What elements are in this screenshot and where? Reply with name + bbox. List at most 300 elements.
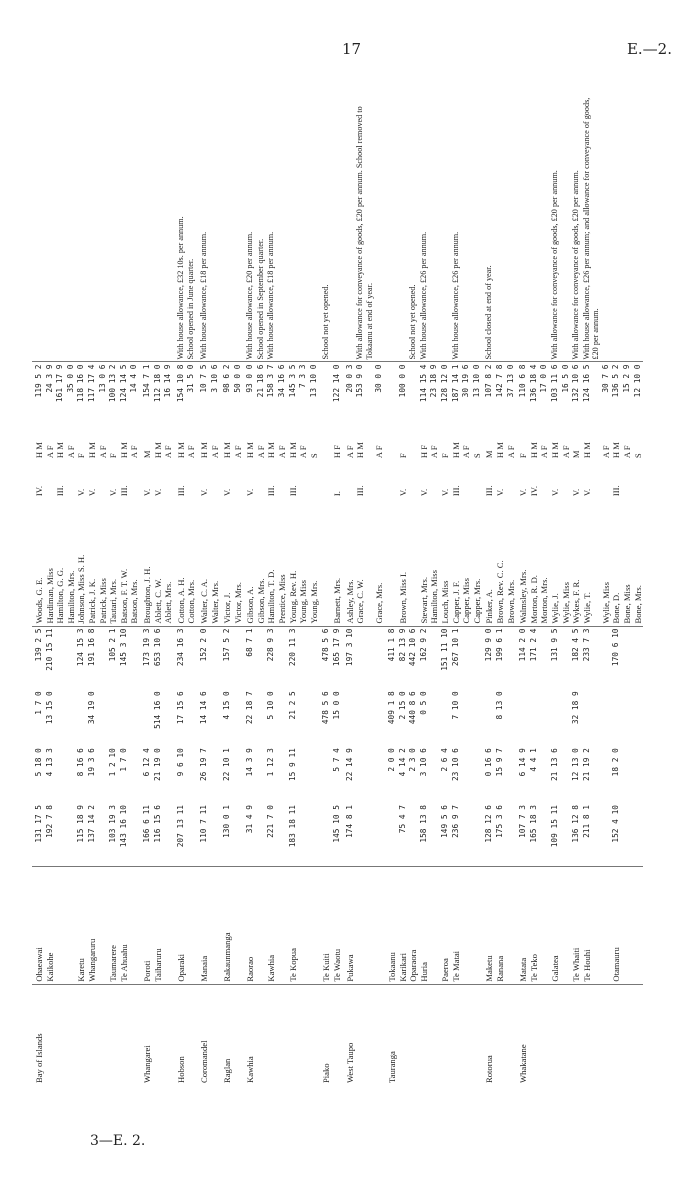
- books-cell: [374, 746, 385, 803]
- remarks-cell: With allowance for conveyance of goods, £20 per annum.: [571, 170, 581, 360]
- buildings-cell: [561, 689, 572, 746]
- buildings-cell: [633, 689, 644, 746]
- county-cell: [398, 984, 409, 1085]
- salary-cell: 98 6 2: [220, 362, 233, 425]
- buildings-cell: 1 7 0: [34, 691, 43, 715]
- remarks-cell: [233, 85, 244, 362]
- maintenance-cell: [256, 803, 267, 866]
- class-cell: [539, 460, 550, 498]
- salary-cell: 14 4 0: [129, 362, 140, 425]
- school-cell: Te Teko: [529, 866, 540, 984]
- total-cell: 152 2 0: [197, 626, 210, 689]
- class-cell: [385, 460, 398, 498]
- maintenance-cell: [163, 803, 174, 866]
- salary-cell: 124 16 5: [582, 362, 601, 425]
- county-cell: [374, 984, 385, 1085]
- books-cell: 2 3 0: [408, 748, 418, 772]
- position-cell: A F: [429, 445, 440, 459]
- total-cell: 228 9 3: [266, 626, 277, 689]
- remarks-cell: [506, 85, 517, 362]
- books-cell: [256, 746, 267, 803]
- class-cell: [622, 460, 633, 498]
- remarks-cell: [153, 85, 164, 362]
- maintenance-cell: 207 13 11: [175, 805, 185, 848]
- county-cell: [582, 984, 601, 1085]
- maintenance-cell: 107 7 3: [518, 805, 528, 838]
- teacher-cell: Wylie, Miss: [560, 582, 571, 624]
- school-cell: Rakaunmanga: [220, 866, 233, 984]
- county-cell: [186, 984, 197, 1085]
- buildings-cell: 15 0 0: [332, 691, 342, 720]
- maintenance-cell: [561, 803, 572, 866]
- maintenance-cell: 166 6 11: [141, 805, 151, 843]
- teacher-cell: Young, Miss: [298, 579, 309, 624]
- teacher-cell: Young, Rev. H.: [287, 570, 298, 624]
- remarks-cell: With house allowance, £26 per annum.: [418, 231, 428, 360]
- books-cell: [601, 746, 612, 803]
- position-cell: F: [518, 453, 529, 459]
- position-cell: A F: [622, 445, 633, 459]
- buildings-cell: [622, 689, 633, 746]
- salary-cell: 20 0 3: [343, 362, 356, 425]
- maintenance-cell: 130 0 1: [222, 805, 232, 838]
- remarks-cell: With house allowance, £26 per annum; and allowance for conveyance of goods, £20 per annum.: [581, 97, 601, 360]
- total-cell: [622, 626, 633, 689]
- salary-cell: 30 0 0: [374, 362, 385, 425]
- salary-cell: 13 10 0: [309, 362, 320, 425]
- books-cell: [319, 746, 332, 803]
- teacher-cell: [385, 498, 398, 626]
- total-cell: [163, 626, 174, 689]
- class-cell: V.: [108, 488, 119, 497]
- buildings-cell: 8 13 0: [494, 691, 504, 720]
- maintenance-cell: [298, 803, 309, 866]
- position-cell: H M: [450, 442, 461, 459]
- remarks-cell: [108, 85, 119, 362]
- class-cell: V.: [418, 488, 429, 497]
- maintenance-cell: [277, 803, 288, 866]
- class-cell: III.: [611, 485, 622, 497]
- county-cell: [256, 984, 267, 1085]
- teacher-cell: Batson, Mrs.: [129, 579, 140, 624]
- class-cell: III.: [355, 485, 366, 497]
- books-cell: [210, 746, 221, 803]
- books-cell: 23 10 6: [450, 748, 460, 782]
- table-row: [472, 85, 483, 1085]
- table-row: [374, 85, 385, 1085]
- teacher-cell: Morton, R. D.: [528, 575, 539, 624]
- teacher-cell: Barnett, Mrs.: [332, 577, 343, 624]
- buildings-cell: [582, 689, 601, 746]
- maintenance-cell: [355, 803, 374, 866]
- class-cell: [186, 460, 197, 498]
- remarks-cell: [374, 85, 385, 362]
- remarks-cell: [429, 85, 440, 362]
- class-cell: III.: [175, 485, 186, 497]
- total-cell: [55, 626, 66, 689]
- salary-cell: 16 5 0: [561, 362, 572, 425]
- teacher-cell: Capper, Mrs.: [471, 578, 482, 624]
- remarks-cell: With house allowance, £18 per annum.: [266, 231, 276, 360]
- county-cell: [506, 984, 517, 1085]
- maintenance-cell: [539, 803, 550, 866]
- county-cell: [451, 984, 462, 1085]
- teacher-cell: Walter, C. A.: [198, 578, 209, 624]
- buildings-cell: [374, 689, 385, 746]
- total-cell: 105 2 1: [108, 626, 119, 689]
- books-cell: 21 19 0: [152, 748, 162, 782]
- remarks-cell: [385, 85, 398, 362]
- books-cell: 19 3 6: [86, 748, 96, 777]
- remarks-cell: [298, 85, 309, 362]
- class-cell: IV.: [34, 485, 44, 497]
- teacher-cell: Hardiman, Miss: [44, 568, 55, 624]
- remarks-cell: [66, 85, 77, 362]
- maintenance-cell: 115 18 9: [76, 805, 86, 843]
- buildings-cell: [482, 689, 495, 746]
- position-cell: M: [141, 450, 152, 459]
- table-row: [45, 85, 56, 1085]
- buildings-cell: [309, 689, 320, 746]
- books-cell: 15 9 7: [494, 748, 504, 777]
- books-cell: 22 14 9: [344, 748, 354, 782]
- maintenance-cell: 31 4 9: [245, 805, 255, 834]
- buildings-cell: [355, 689, 374, 746]
- books-cell: 26 19 7: [198, 748, 208, 782]
- teacher-cell: Patrick, Miss: [97, 578, 108, 624]
- school-cell: [561, 866, 572, 984]
- remarks-cell: [45, 85, 56, 362]
- table-row: [582, 85, 601, 1085]
- remarks-cell: With allowance for conveyance of goods, £20 per annum.: [549, 170, 559, 360]
- remarks-cell: With house allowance, £20 per annum.: [245, 231, 255, 360]
- remarks-cell: [288, 85, 299, 362]
- table-row: [76, 85, 87, 1085]
- salary-cell: 153 9 0: [355, 362, 374, 425]
- books-cell: [472, 746, 483, 803]
- remarks-cell: [163, 85, 174, 362]
- teacher-cell: Hamilton, T. D.: [266, 569, 277, 624]
- school-cell: [539, 866, 550, 984]
- salary-cell: 142 7 8: [495, 362, 506, 425]
- table-row: [408, 85, 419, 1085]
- class-cell: V.: [86, 488, 97, 497]
- books-cell: [55, 746, 66, 803]
- table-row: [633, 85, 644, 1085]
- buildings-cell: [516, 689, 529, 746]
- salary-cell: 15 2 9: [622, 362, 633, 425]
- position-cell: H M: [494, 442, 505, 459]
- maintenance-cell: [385, 803, 398, 866]
- remarks-cell: School opened in September quarter.: [255, 238, 265, 360]
- salary-cell: 154 7 1: [140, 362, 153, 425]
- books-cell: 21 13 6: [549, 748, 559, 782]
- books-cell: [561, 746, 572, 803]
- teacher-cell: Capper, J. F.: [450, 580, 461, 624]
- salary-cell: 100 0 0: [398, 362, 409, 425]
- maintenance-cell: [429, 803, 440, 866]
- remarks-cell: [140, 85, 153, 362]
- table-row: [288, 85, 299, 1085]
- county-cell: [66, 984, 77, 1085]
- remarks-cell: School closed at end of year.: [484, 265, 494, 360]
- county-cell: Hobson: [174, 984, 187, 1085]
- school-cell: [355, 866, 374, 984]
- position-cell: S: [632, 453, 643, 459]
- salary-cell: 93 0 0: [243, 362, 256, 425]
- table-row: [220, 85, 233, 1085]
- books-cell: [66, 746, 77, 803]
- county-cell: [210, 984, 221, 1085]
- salary-cell: 103 11 6: [550, 362, 561, 425]
- county-cell: [539, 984, 550, 1085]
- school-cell: Poroti: [140, 866, 153, 984]
- salary-cell: 158 3 7: [266, 362, 277, 425]
- total-cell: 157 5 2: [220, 626, 233, 689]
- maintenance-cell: [461, 803, 472, 866]
- maintenance-cell: 103 19 3: [108, 805, 118, 843]
- total-cell: [186, 626, 197, 689]
- maintenance-cell: [374, 803, 385, 866]
- teacher-cell: Louch, Miss: [439, 580, 450, 624]
- salary-cell: 122 14 0: [332, 362, 343, 425]
- table-row: [482, 85, 495, 1085]
- buildings-cell: [472, 689, 483, 746]
- position-cell: A F: [298, 445, 309, 459]
- county-cell: [355, 984, 374, 1085]
- county-cell: [332, 984, 343, 1085]
- school-cell: [633, 866, 644, 984]
- maintenance-cell: 137 14 2: [86, 805, 96, 843]
- teacher-cell: Wylie, Miss: [600, 582, 611, 624]
- remarks-cell: [529, 85, 540, 362]
- total-cell: [633, 626, 644, 689]
- class-cell: IV.: [528, 485, 539, 497]
- buildings-cell: [506, 689, 517, 746]
- county-cell: [419, 984, 430, 1085]
- position-cell: A F: [255, 445, 266, 459]
- school-cell: Te Kuiti: [319, 866, 332, 984]
- buildings-cell: [210, 689, 221, 746]
- total-cell: [355, 626, 374, 689]
- table-row: [266, 85, 277, 1085]
- teacher-cell: Broughton, J. H.: [141, 566, 152, 624]
- county-cell: Kawhia: [243, 984, 256, 1085]
- county-cell: [87, 984, 98, 1085]
- school-cell: [309, 866, 320, 984]
- total-cell: 170 6 10: [611, 626, 622, 689]
- books-cell: 6 14 9: [518, 748, 528, 777]
- class-cell: [277, 460, 288, 498]
- class-cell: [561, 460, 572, 498]
- books-cell: 2 0 0: [387, 748, 396, 772]
- buildings-cell: [233, 689, 244, 746]
- teacher-cell: Brown, Mrs.: [505, 579, 516, 624]
- buildings-cell: [539, 689, 550, 746]
- teacher-cell: Bone, D.: [611, 592, 622, 624]
- teacher-cell: Grace, Mrs.: [374, 582, 385, 624]
- class-cell: V.: [439, 488, 450, 497]
- position-cell: A F: [277, 445, 288, 459]
- buildings-cell: 5 10 0: [266, 691, 276, 720]
- county-cell: [163, 984, 174, 1085]
- position-cell: M: [571, 450, 582, 459]
- document-reference: E.—2.: [626, 40, 672, 58]
- books-cell: 14 3 9: [245, 748, 255, 777]
- teacher-cell: Ablett, Mrs.: [163, 581, 174, 624]
- total-cell: [256, 626, 267, 689]
- position-cell: H M: [175, 442, 186, 459]
- table-row: [429, 85, 440, 1085]
- buildings-cell: [66, 689, 77, 746]
- books-cell: [298, 746, 309, 803]
- maintenance-cell: 175 3 6: [494, 805, 504, 838]
- county-cell: [55, 984, 66, 1085]
- salary-cell: 161 17 9: [55, 362, 66, 425]
- salary-cell: 7 3 3: [298, 362, 309, 425]
- maintenance-cell: [309, 803, 320, 866]
- buildings-cell: [461, 689, 472, 746]
- county-cell: [153, 984, 164, 1085]
- county-cell: [309, 984, 320, 1085]
- table-row: [601, 85, 612, 1085]
- books-cell: 2 6 4: [439, 748, 449, 772]
- total-cell: [429, 626, 440, 689]
- school-cell: [506, 866, 517, 984]
- class-cell: [506, 460, 517, 498]
- maintenance-cell: 143 16 10: [118, 805, 128, 848]
- class-cell: V.: [494, 488, 505, 497]
- county-cell: [440, 984, 451, 1085]
- total-cell: 151 11 10: [440, 626, 451, 689]
- teacher-cell: Capper, Miss: [461, 578, 472, 624]
- books-cell: 4 13 3: [44, 748, 54, 777]
- books-cell: [277, 746, 288, 803]
- county-cell: [622, 984, 633, 1085]
- books-cell: [186, 746, 197, 803]
- class-cell: V.: [76, 488, 87, 497]
- teacher-cell: Ashley, Mrs.: [344, 579, 355, 624]
- salary-cell: 13 10 0: [472, 362, 483, 425]
- position-cell: H M: [55, 442, 66, 459]
- county-cell: [129, 984, 140, 1085]
- buildings-cell: 21 2 5: [287, 691, 297, 720]
- total-cell: 220 11 3: [288, 626, 299, 689]
- remarks-cell: [220, 85, 233, 362]
- teacher-cell: Ablett, C. W.: [152, 578, 163, 624]
- county-cell: Piako: [319, 984, 332, 1085]
- total-cell: [309, 626, 320, 689]
- salary-cell: 107 8 2: [482, 362, 495, 425]
- county-cell: [277, 984, 288, 1085]
- position-cell: A F: [539, 445, 550, 459]
- class-cell: [343, 460, 356, 498]
- table-row: [108, 85, 119, 1085]
- table-row: [140, 85, 153, 1085]
- class-cell: [256, 460, 267, 498]
- table-row: [611, 85, 622, 1085]
- class-cell: V.: [518, 488, 529, 497]
- books-cell: [633, 746, 644, 803]
- remarks-cell: [539, 85, 550, 362]
- remarks-cell: [343, 85, 356, 362]
- books-cell: [309, 746, 320, 803]
- county-cell: Whangarei: [140, 984, 153, 1085]
- total-cell: 442 10 6: [408, 626, 419, 689]
- maintenance-cell: 131 17 5: [34, 805, 43, 843]
- salary-cell: 124 14 5: [119, 362, 130, 425]
- maintenance-cell: 158 13 8: [418, 805, 428, 843]
- county-cell: [633, 984, 644, 1085]
- school-cell: Otamauru: [611, 866, 622, 984]
- position-cell: H F: [332, 445, 343, 459]
- teacher-cell: Hamilton, G. G.: [55, 567, 66, 624]
- salary-cell: 136 18 4: [529, 362, 540, 425]
- table-row: [398, 85, 409, 1085]
- salary-cell: 30 7 6: [601, 362, 612, 425]
- salary-cell: 23 18 9: [429, 362, 440, 425]
- position-cell: A F: [560, 445, 571, 459]
- county-cell: [571, 984, 582, 1085]
- position-cell: F: [397, 453, 408, 459]
- position-cell: F: [76, 453, 87, 459]
- books-cell: 18 2 0: [611, 748, 621, 777]
- school-cell: Ohaeawai: [32, 866, 45, 984]
- buildings-cell: 2 15 0: [397, 691, 407, 720]
- class-cell: [461, 460, 472, 498]
- maintenance-cell: [98, 803, 109, 866]
- salary-cell: 10 7 5: [197, 362, 210, 425]
- school-cell: Te Waotu: [332, 866, 343, 984]
- school-cell: Kaikohe: [45, 866, 56, 984]
- table-row: [186, 85, 197, 1085]
- remarks-cell: With allowance for conveyance of goods, £20 per annum. School removed to Tokaanu at end of year.: [355, 106, 374, 360]
- class-cell: [45, 460, 56, 498]
- teacher-cell: Young, Mrs.: [308, 580, 319, 624]
- salary-cell: 119 5 2: [32, 362, 45, 425]
- remarks-cell: School not yet opened.: [408, 284, 418, 360]
- teacher-cell: Gibson, Mrs.: [255, 578, 266, 624]
- remarks-cell: [119, 85, 130, 362]
- school-cell: Ranana: [495, 866, 506, 984]
- school-cell: [129, 866, 140, 984]
- school-cell: Oparaora: [408, 866, 419, 984]
- class-cell: [66, 460, 77, 498]
- table-row: [66, 85, 77, 1085]
- salary-cell: 30 19 6: [461, 362, 472, 425]
- maintenance-cell: 236 9 7: [450, 805, 460, 838]
- buildings-cell: [98, 689, 109, 746]
- remarks-cell: [309, 85, 320, 362]
- county-cell: [233, 984, 244, 1085]
- position-cell: H M: [86, 442, 97, 459]
- table-row: [561, 85, 572, 1085]
- teacher-cell: Woods, G. E.: [34, 577, 44, 624]
- remarks-cell: [277, 85, 288, 362]
- books-cell: 1 2 10: [108, 748, 118, 777]
- table-row: [495, 85, 506, 1085]
- remarks-cell: [622, 85, 633, 362]
- salary-cell: 17 0 0: [539, 362, 550, 425]
- buildings-cell: [76, 689, 87, 746]
- class-cell: V.: [198, 488, 209, 497]
- maintenance-cell: 211 8 1: [581, 805, 591, 838]
- table-row: [233, 85, 244, 1085]
- county-cell: [45, 984, 56, 1085]
- buildings-cell: 0 5 0: [418, 691, 428, 715]
- buildings-cell: [550, 689, 561, 746]
- table-row: [98, 85, 109, 1085]
